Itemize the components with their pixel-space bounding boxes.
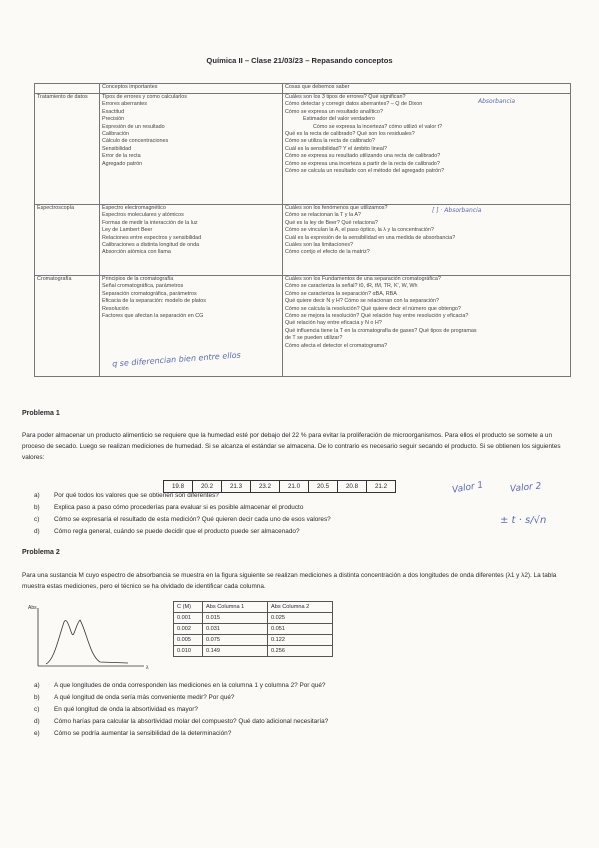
question-item (34, 515, 331, 525)
question-item: Cómo corrijo el efecto de la matriz? (285, 249, 370, 256)
concept-item: Eficacia de la separación: modelo de platos (102, 298, 206, 305)
table-cell: 0.010 (174, 646, 203, 657)
question-item (34, 693, 234, 703)
concept-item: Cálculo de concentraciones (102, 138, 169, 145)
concept-item: Calibración (102, 131, 129, 138)
concept-item: Espectro electromagnético (102, 205, 166, 211)
question-label: d) (34, 718, 40, 725)
table-header-cell: Abs Columna 2 (268, 602, 333, 613)
concept-item: Absorción atómica con llama (102, 249, 171, 256)
concept-item: Ley de Lambert Beer (102, 227, 153, 234)
question-item: Cómo afecta el detector el cromatograma? (285, 342, 388, 349)
table-row (35, 94, 571, 205)
concepts-table (34, 83, 571, 377)
questions-cell (283, 276, 571, 377)
problem1-text: Para poder almacenar un producto alimenticio se requiere que la humedad esté por debajo del 22 % para evitar la proliferación de microorganismos. Para ellos el producto se somete a un proceso de secado. Luego se realizan mediciones de humedad. Si se alcanza el estándar se almacena. De lo contrario es necesario seguir secando el producto. Si se obtienen los siguientes valores: (22, 432, 561, 461)
question-item: Cómo se vinculan la A, el paso óptico, la λ y la concentración? (285, 227, 434, 234)
concept-item: Principios de la cromatografía (102, 276, 174, 282)
concept-item: Calibraciones a distinta longitud de onda (102, 242, 200, 249)
concept-item: Error de la recta (102, 153, 141, 160)
table-cell: 0.031 (203, 624, 268, 635)
table-cell: 21.3 (222, 481, 251, 493)
handwritten-note: Absorbancia (478, 98, 516, 105)
question-text: Cómo harías para calcular la absortividad molar del compuesto? Qué dato adicional necesitaría? (54, 718, 329, 725)
question-label: a) (34, 492, 40, 499)
topic-cell: Tratamiento de datos (35, 94, 100, 205)
concept-item: Formas de medir la interacción de la luz (102, 219, 198, 226)
table-header-cell: C (M) (174, 602, 203, 613)
question-item: Cómo se mejora la resolución? Qué relación hay entre resolución y eficacia? (285, 313, 469, 320)
absorbance-table (173, 601, 333, 657)
question-item: Cuáles son los 3 tipos de errores? Qué significan? (285, 94, 406, 100)
table-header-row (35, 84, 571, 94)
table-cell: 20.5 (309, 481, 338, 493)
problem2-text: Para una sustancia M cuyo espectro de absorbancia se muestra en la figura siguiente se realizan mediciones a distinta concentración a dos longitudes de onda diferentes (λ1 y λ2). La tabla muestra estas mediciones, pero el técnico se ha olvidado de identificar cada columna. (22, 572, 557, 590)
question-text: Cómo se expresaría el resultado de esta medición? Qué quieren decir cada uno de esos valores? (54, 516, 331, 523)
question-item: Cuál es la expresión de la sensibilidad en una medida de absorbancia? (285, 234, 456, 241)
concept-item: Expresión de un resultado (102, 123, 165, 130)
question-label: e) (34, 730, 40, 737)
question-label: a) (34, 682, 40, 689)
table-row (174, 635, 333, 646)
question-item (34, 503, 303, 513)
concept-item: Exactitud (102, 108, 125, 115)
concepts-cell (100, 94, 283, 205)
question-text: A que longitudes de onda corresponden las mediciones en la columna 1 y columna 2? Por qué? (54, 682, 326, 689)
question-item: Cómo se expresa un resultado analítico? (285, 108, 383, 115)
question-item: Cuáles son las limitaciones? (285, 242, 354, 249)
concept-item: Tipos de errores y como calcularlos (102, 94, 187, 100)
question-item (34, 681, 325, 691)
table-header-row (174, 602, 333, 613)
table-cell: 0.002 (174, 624, 203, 635)
spectrum-curve (46, 620, 128, 664)
question-label: c) (34, 706, 40, 713)
question-item: Cómo se utiliza la recta de calibrado? (285, 138, 375, 145)
concept-item: Agregado patrón (102, 160, 143, 167)
problem1-heading: Problema 1 (22, 410, 60, 417)
figure-xlabel: λ (146, 665, 149, 671)
question-item: Cómo detectar y corregir datos aberrantes? – Q de Dixon (285, 101, 423, 108)
question-item (34, 717, 328, 727)
concept-item: Señal cromatográfica, parámetros (102, 283, 184, 290)
question-item: Cuáles son los Fundamentos de una separación cromatográfica? (285, 276, 441, 282)
question-item: Cómo se expresa la incerteza? cómo utilizó el valor t? (313, 123, 443, 130)
question-item: Cuáles son los fenómenos que utilizamos? (285, 205, 388, 211)
question-item: Cómo se caracteriza la señal? t0, tR, tM, TR, K', W, Wh (285, 283, 418, 290)
concept-item: Resolución (102, 305, 129, 312)
table-cell: 19.8 (164, 481, 193, 493)
question-item: Qué quiere decir N y H? Cómo se relacionan con la separación? (285, 298, 440, 305)
question-item: Cómo se expresa una incerteza a partir de la recta de calibrado? (285, 160, 440, 167)
table-cell: 0.025 (268, 613, 333, 624)
figure-ylabel: Abs (28, 605, 37, 611)
concept-item: Precisión (102, 116, 125, 123)
topic-cell: Espectroscopía (35, 205, 100, 276)
table-cell: 0.005 (174, 635, 203, 646)
table-cell: 0.075 (203, 635, 268, 646)
question-item: Qué es la ley de Beer? Qué relaciona? (285, 219, 378, 226)
table-row (174, 624, 333, 635)
question-text: En qué longitud de onda la absortividad es mayor? (54, 706, 198, 713)
question-text: A qué longitud de onda sería más conveniente medir? Por qué? (54, 694, 235, 701)
question-item (34, 491, 219, 501)
question-item (34, 729, 231, 739)
question-item: Estimador del valor verdadero (303, 116, 375, 123)
question-item: Cuál es la sensibilidad? Y el ámbito lineal? (285, 145, 387, 152)
table-cell: 0.001 (174, 613, 203, 624)
problem2-heading: Problema 2 (22, 549, 60, 556)
table-cell: 0.051 (268, 624, 333, 635)
handwritten-note: q se diferencian bien entre ellos (111, 350, 242, 369)
topic-cell: Cromatografía (35, 276, 100, 377)
question-text: Cómo regla general, cuándo se puede decidir que el producto puede ser almacenado? (54, 528, 300, 535)
question-item: Qué es la recta de calibrado? Qué son los residuales? (285, 131, 415, 138)
question-text: Por qué todos los valores que se obtienen son diferentes? (54, 492, 219, 499)
question-label: c) (34, 516, 40, 523)
handwritten-note: Valor 2 (509, 481, 542, 495)
question-item (34, 705, 198, 715)
questions-cell (283, 205, 571, 276)
table-cell: 20.8 (338, 481, 367, 493)
table-cell: 0.015 (203, 613, 268, 624)
concept-item: Errores aberrantes (102, 101, 147, 108)
question-item: Qué relación hay entre eficacia y N o H? (285, 320, 382, 327)
handwritten-formula: ± t · s/√n (500, 515, 547, 526)
table-cell: 0.149 (203, 646, 268, 657)
table-cell: 0.256 (268, 646, 333, 657)
question-item: Cómo se expresa su resultado utilizando una recta de calibrado? (285, 153, 441, 160)
concept-item: Factores que afectan la separación en CG (102, 313, 204, 320)
question-text: Cómo se podría aumentar la sensibilidad de la determinación? (54, 730, 232, 737)
page-title: Química II – Clase 21/03/23 – Repasando conceptos (206, 56, 393, 65)
table-row (174, 613, 333, 624)
table-cell: 21.0 (280, 481, 309, 493)
question-item: Cómo se relacionan la T y la A? (285, 212, 361, 219)
table-cell: 0.122 (268, 635, 333, 646)
question-text: Explica paso a paso cómo procederías para evaluar si es posible almacenar el producto (54, 504, 304, 511)
questions-cell (283, 94, 571, 205)
absorbance-spectrum-figure (24, 600, 164, 672)
concept-item: Sensibilidad (102, 145, 132, 152)
table-cell: 20.2 (193, 481, 222, 493)
question-item (34, 527, 300, 537)
question-item: Cómo se calcula la resolución? Qué quiere decir el número que obtengo? (285, 305, 461, 312)
handwritten-note: [ ] · Absorbancia (432, 207, 482, 214)
question-item: Cómo se caracteriza la separación? αBA, RBA (285, 290, 397, 297)
question-label: d) (34, 528, 40, 535)
table-header-cell: Conceptos importantes (100, 84, 283, 94)
question-label: b) (34, 694, 40, 701)
table-header-cell: Abs Columna 1 (203, 602, 268, 613)
concept-item: Relaciones entre espectros y sensibilidad (102, 234, 202, 241)
table-cell: 23.2 (251, 481, 280, 493)
table-header-cell (35, 84, 100, 94)
handwritten-note: Valor 1 (451, 480, 485, 496)
table-row (35, 205, 571, 276)
question-item: Cómo se calcula un resultado con el método del agregado patrón? (285, 168, 445, 175)
question-item: de T se pueden utilizar? (285, 335, 343, 342)
concepts-cell (100, 205, 283, 276)
concept-item: Separación cromatográfica, parámetros (102, 290, 197, 297)
question-item: Qué influencia tiene la T en la cromatografía de gases? Qué tipos de programas (285, 327, 477, 334)
table-row (174, 646, 333, 657)
table-header-cell: Cosas que debemos saber (283, 84, 571, 94)
concept-item: Espectros moleculares y atómicos (102, 212, 184, 219)
table-cell: 21.2 (367, 481, 396, 493)
question-label: b) (34, 504, 40, 511)
